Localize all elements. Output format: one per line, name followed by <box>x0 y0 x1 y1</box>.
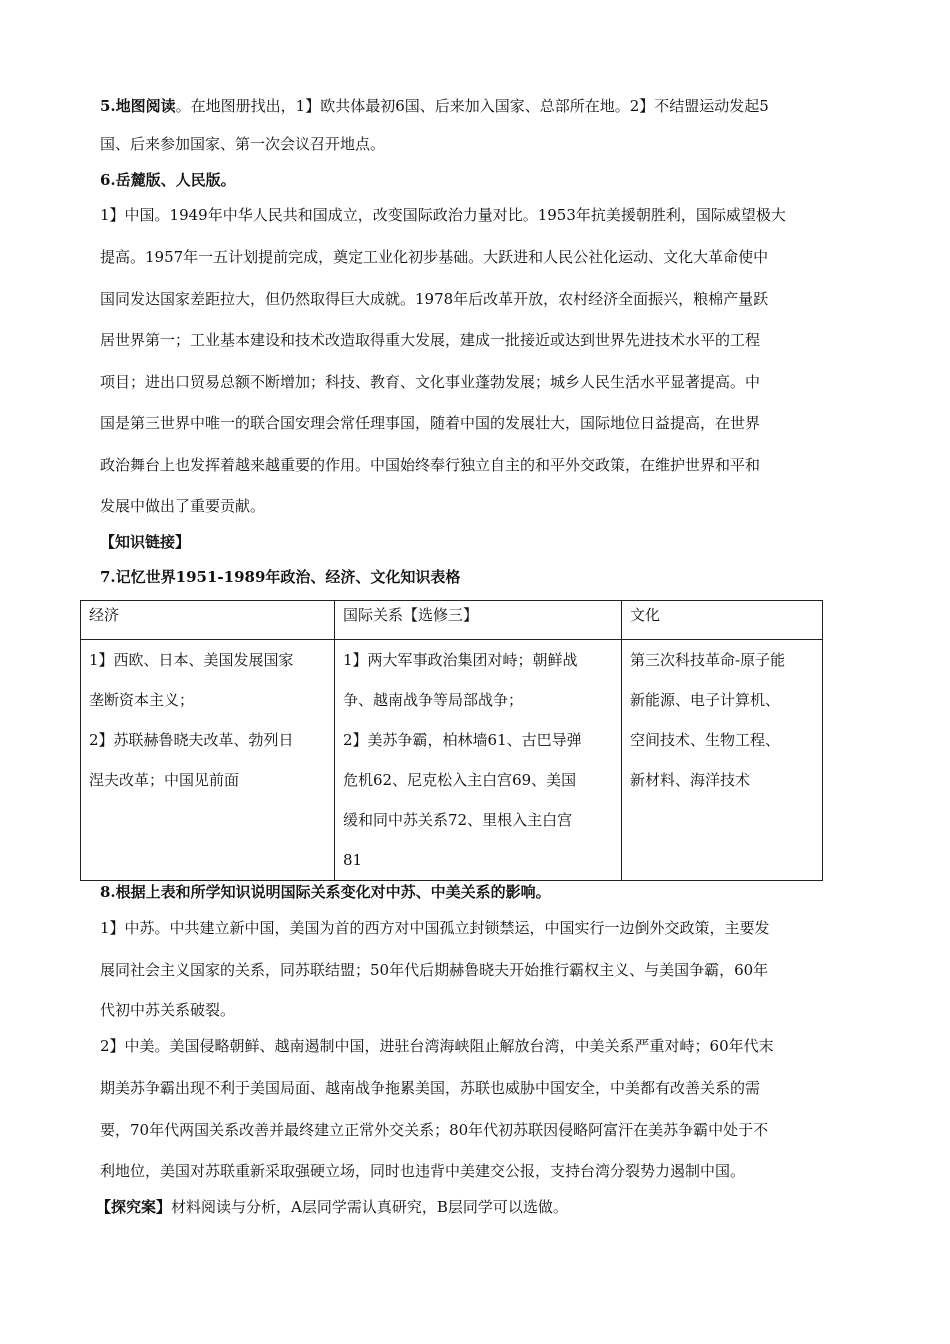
explore-title: 【探究案】 <box>96 1198 172 1216</box>
cell-line: 1】两大军事政治集团对峙；朝鲜战 <box>343 651 578 669</box>
cell-line: 涅夫改革；中国见前面 <box>89 771 240 789</box>
sec6-line: 政治舞台上也发挥着越来越重要的作用。中国始终奉行独立自主的和平外交政策，在维护世界和平和 <box>100 456 761 474</box>
sec5-line1 <box>100 96 860 116</box>
sec6-line: 居世界第一；工业基本建设和技术改造取得重大发展，建成一批接近或达到世界先进技术水平的工程 <box>100 331 761 349</box>
table-cell-economy <box>81 640 335 881</box>
cell-line: 1】西欧、日本、美国发展国家 <box>89 651 294 669</box>
sec8-line: 2】中美。美国侵略朝鲜、越南遏制中国，进驻台湾海峡阻止解放台湾，中美关系严重对峙；60年代末 <box>100 1037 774 1055</box>
sec8-line: 展同社会主义国家的关系，同苏联结盟；50年代后期赫鲁晓夫开始推行霸权主义、与美国争霸，60年 <box>100 961 769 979</box>
cell-line: 2】美苏争霸，柏林墙61、古巴导弹 <box>343 731 582 749</box>
table-header-culture: 文化 <box>622 601 823 640</box>
sec8-line: 利地位，美国对苏联重新采取强硬立场，同时也违背中美建交公报，支持台湾分裂势力遏制中国。 <box>100 1162 746 1180</box>
sec8-line: 1】中苏。中共建立新中国，美国为首的西方对中国孤立封锁禁运，中国实行一边倒外交政策，主要发 <box>100 919 770 937</box>
table-row <box>81 640 823 881</box>
sec8-title: 8.根据上表和所学知识说明国际关系变化对中苏、中美关系的影响。 <box>100 883 551 901</box>
cell-line: 新材料、海洋技术 <box>630 771 751 789</box>
sec6-line: 项目；进出口贸易总额不断增加；科技、教育、文化事业蓬勃发展；城乡人民生活水平显著提高。中 <box>100 373 761 391</box>
cell-line: 争、越南战争等局部战争； <box>343 691 524 709</box>
sec6-line: 提高。1957年一五计划提前完成，奠定工业化初步基础。大跃进和人民公社化运动、文化大革命使中 <box>100 248 769 266</box>
explore-text: 材料阅读与分析，A层同学需认真研究，B层同学可以选做。 <box>171 1198 568 1216</box>
table-cell-culture <box>622 640 823 881</box>
knowledge-table <box>80 600 823 881</box>
table-cell-relations <box>335 640 622 881</box>
sec6-title: 6.岳麓版、人民版。 <box>100 171 236 189</box>
cell-line: 缓和同中苏关系72、里根入主白宫 <box>343 811 573 829</box>
explore-line <box>96 1197 856 1217</box>
sec6-line: 国是第三世界中唯一的联合国安理会常任理事国，随着中国的发展壮大，国际地位日益提高，在世界 <box>100 414 761 432</box>
knowledge-link-title: 【知识链接】 <box>100 533 191 551</box>
cell-line: 危机62、尼克松入主白宫69、美国 <box>343 771 577 789</box>
sec6-line: 国同发达国家差距拉大，但仍然取得巨大成就。1978年后改革开放，农村经济全面振兴，粮棉产量跃 <box>100 290 769 308</box>
table-header-economy: 经济 <box>81 601 335 640</box>
sec6-line: 发展中做出了重要贡献。 <box>100 497 266 515</box>
cell-line: 81 <box>343 851 363 869</box>
table-header-relations: 国际关系【选修三】 <box>335 601 622 640</box>
sec7-title: 7.记忆世界1951-1989年政治、经济、文化知识表格 <box>100 568 461 586</box>
cell-line: 垄断资本主义； <box>89 691 195 709</box>
table-header-row <box>81 601 823 640</box>
sec8-line: 代初中苏关系破裂。 <box>100 1001 236 1019</box>
cell-line: 空间技术、生物工程、 <box>630 731 781 749</box>
sec6-line: 1】中国。1949年中华人民共和国成立，改变国际政治力量对比。1953年抗美援朝胜利，国际威望极大 <box>100 206 786 224</box>
sec5-title: 5.地图阅读 <box>100 97 176 115</box>
cell-line: 2】苏联赫鲁晓夫改革、勃列日 <box>89 731 294 749</box>
cell-line: 第三次科技革命-原子能 <box>630 651 786 669</box>
sec8-line: 期美苏争霸出现不利于美国局面、越南战争拖累美国，苏联也威胁中国安全，中美都有改善关系的需 <box>100 1079 761 1097</box>
sec5-text: 。在地图册找出，1】欧共体最初6国、后来加入国家、总部所在地。2】不结盟运动发起5 <box>175 97 769 115</box>
sec8-line: 要，70年代两国关系改善并最终建立正常外交关系；80年代初苏联因侵略阿富汗在美苏争霸中处于不 <box>100 1121 769 1139</box>
cell-line: 新能源、电子计算机、 <box>630 691 781 709</box>
sec5-line2: 国、后来参加国家、第一次会议召开地点。 <box>100 135 386 153</box>
